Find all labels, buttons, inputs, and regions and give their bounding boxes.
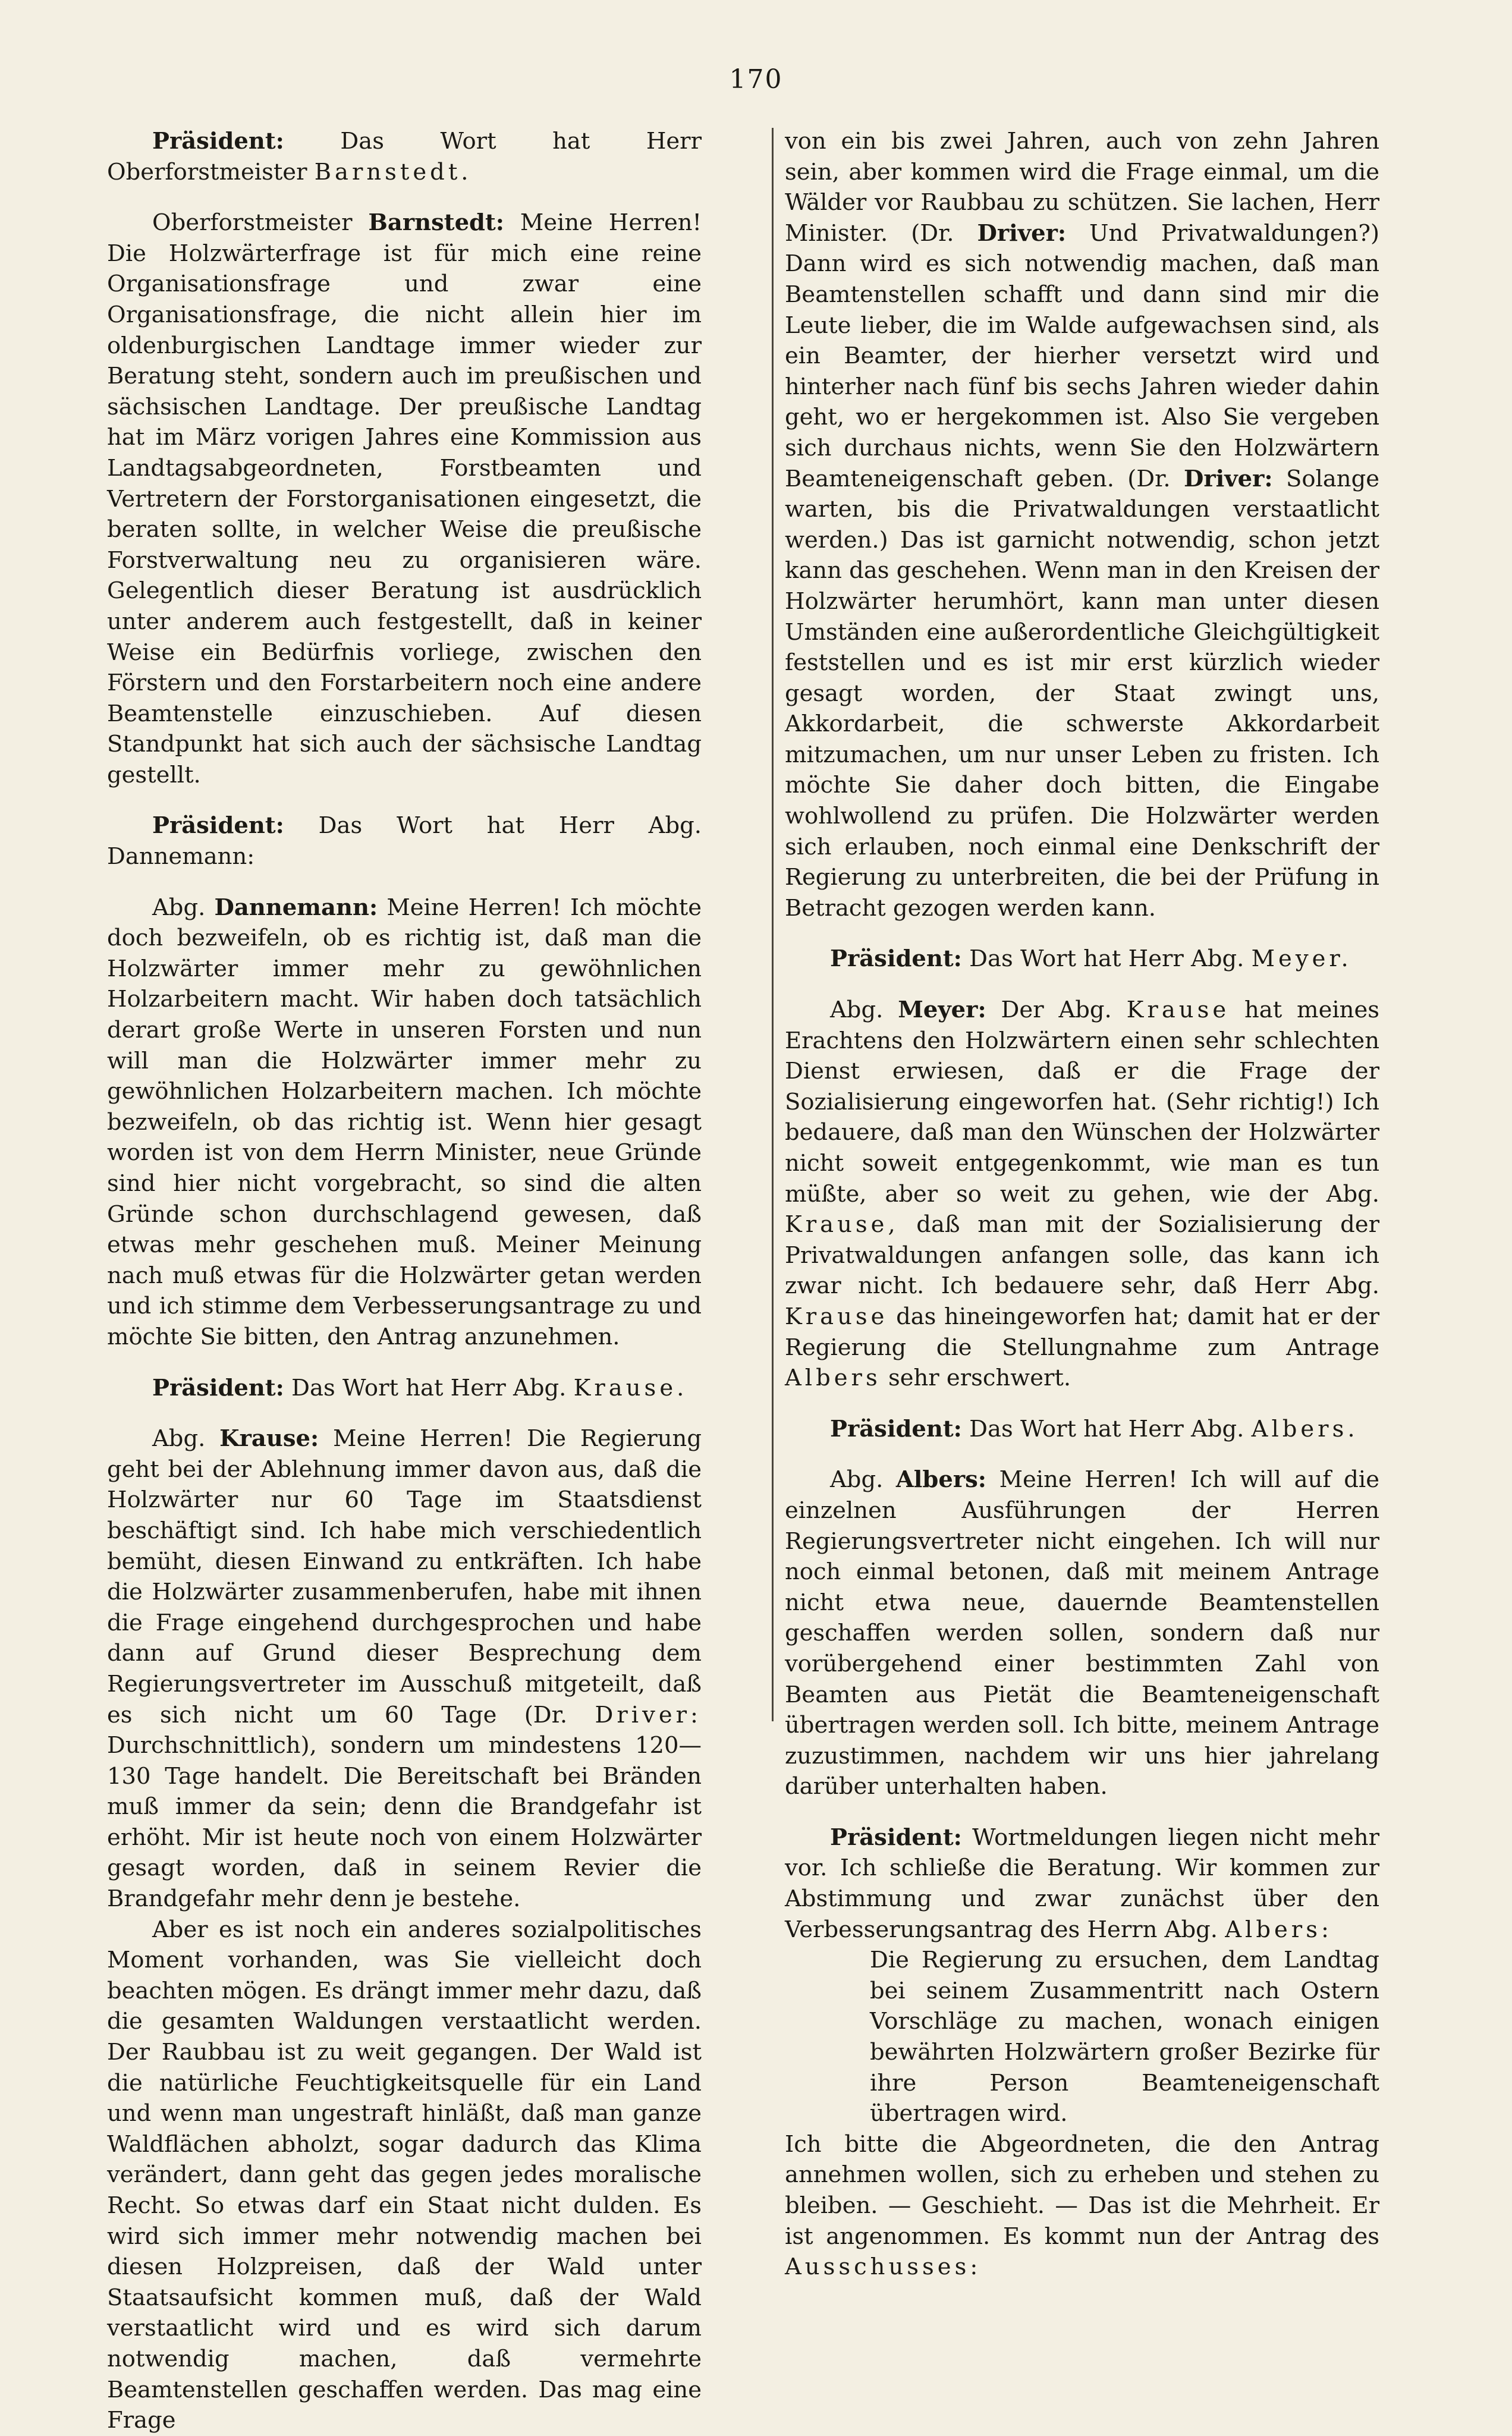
speaker-name: Albers: xyxy=(895,1466,987,1494)
speaker-name: Barnstedt. xyxy=(314,158,472,186)
speech-praesident-3: Präsident: Das Wort hat Herr Abg. Krause. xyxy=(152,1374,688,1401)
column-divider xyxy=(772,128,774,1721)
speaker-label: Präsident: xyxy=(152,812,284,840)
vote-result: Ich bitte die Abgeordneten, die den Antrag annehmen wollen, sich zu erheben und stehen zu bleiben. — Geschieht. — Das ist die Mehrheit. Er ist angenommen. Es kommt nun der Antrag des Ausschusses: xyxy=(785,2130,1379,2281)
motion-quote: Die Regierung zu ersuchen, dem Landtag bei seinem Zusammentritt nach Ostern Vorschläge zu machen, wonach einigen bewährten Holzwärtern großer Bezirke für ihre Person Beamteneigenschaft übertragen wird. xyxy=(870,1947,1379,2127)
speaker-name: Albers: xyxy=(1225,1916,1332,1943)
speaker-label: Präsident: xyxy=(152,1374,284,1401)
speaker-label: Präsident: xyxy=(830,945,962,973)
speech-meyer: Abg. Meyer: Der Abg. Krause hat meines Erachtens den Holzwärtern einen sehr schlechten Dienst erwiesen, daß er die Frage der Sozialisierung eingeworfen hat. (Sehr richtig!) Ich bedauere, daß man den Wünschen der Holzwärter nicht soweit entgegenkommt, wie man es tun müßte, aber so weit zu gehen, wie der Abg. Krause, daß man mit der Sozialisierung der Privatwaldungen anfangen solle, das kann ich zwar nicht. Ich bedauere sehr, daß Herr Abg. Krause das hineingeworfen hat; damit hat er der Regierung die Stellungnahme zum Antrage Albers sehr erschwert. xyxy=(785,997,1380,1392)
speech-barnstedt: Oberforstmeister Barnstedt: Meine Herren! Die Holzwärterfrage ist für mich eine reine Organisationsfrage und zwar eine Organisationsfrage, die nicht allein hier im oldenburgischen Landtage immer wieder zur Beratung steht, sondern auch im preußischen und sächsischen Landtage. Der preußische Landtag hat im März vorigen Jahres eine Kommission aus Landtagsabgeordneten, Forstbeamten und Vertretern der Forstorganisationen eingesetzt, die beraten sollte, in welcher Weise die preußische Forstverwaltung neu zu organisieren wäre. Gelegentlich dieser Beratung ist ausdrücklich unter anderem auch festgestellt, daß in keiner Weise ein Bedürfnis vorliege, zwischen den Förstern und den Forstarbeitern noch eine andere Beamtenstelle einzuschieben. Auf diesen Standpunkt hat sich auch der sächsische Landtag gestellt. xyxy=(107,209,702,788)
speaker-label: Präsident: xyxy=(830,1415,962,1442)
speaker-label: Präsident: xyxy=(152,128,284,155)
speaker-name: Meyer: xyxy=(898,997,986,1024)
speaker-name: Krause: xyxy=(219,1425,319,1453)
right-column xyxy=(785,126,1379,2283)
speech-praesident-4: Präsident: Das Wort hat Herr Abg. Meyer. xyxy=(830,945,1352,973)
speech-praesident-6: Präsident: Wortmeldungen liegen nicht mehr vor. Ich schließe die Beratung. Wir kommen zur Abstimmung und zwar zunächst über den Verbesserungsantrag des Herrn Abg. Albers: xyxy=(785,1824,1379,1943)
speech-praesident-1: Präsident: Das Wort hat Herr Oberforstmeister Barnstedt. xyxy=(107,128,702,186)
speaker-name: Dannemann: xyxy=(214,894,378,921)
speech-dannemann: Abg. Dannemann: Meine Herren! Ich möchte doch bezweifeln, ob es richtig ist, daß man die Holzwärter immer mehr zu gewöhnlichen Holzarbeitern macht. Wir haben doch tatsächlich derart große Werte in unseren Forsten und nun will man die Holzwärter immer mehr zu gewöhnlichen Holzarbeitern machen. Ich möchte bezweifeln, ob das richtig ist. Wenn hier gesagt worden ist von dem Herrn Minister, neue Gründe sind hier nicht vorgebracht, so sind die alten Gründe schon durchschlagend gewesen, daß etwas mehr geschehen muß. Meiner Meinung nach muß etwas für die Holzwärter getan werden und ich stimme dem Verbesserungsantrage zu und möchte Sie bitten, den Antrag anzunehmen. xyxy=(107,894,702,1350)
speaker-name: Meyer. xyxy=(1251,945,1352,973)
speech-albers: Abg. Albers: Meine Herren! Ich will auf die einzelnen Ausführungen der Herren Regierungsvertreter nicht eingehen. Ich will nur noch einmal betonen, daß mit meinem Antrage nicht etwa neue, dauernde Beamtenstellen geschaffen werden sollen, sondern daß nur vorübergehend einer bestimmten Zahl von Beamten aus Pietät die Beamteneigenschaft übertragen werden soll. Ich bitte, meinem Antrage zuzustimmen, nachdem wir uns hier jahrelang darüber unterhalten haben. xyxy=(785,1466,1379,1800)
speaker-name: Albers. xyxy=(1251,1415,1359,1442)
interjector-name: Driver: xyxy=(1183,465,1273,492)
committee-label: Ausschusses: xyxy=(785,2253,982,2281)
speaker-label: Präsident: xyxy=(830,1824,962,1851)
interjector-name: Driver: xyxy=(977,219,1067,247)
speech-krause-end: von ein bis zwei Jahren, auch von zehn Jahren sein, aber kommen wird die Frage einmal, um die Wälder vor Raubbau zu schützen. Sie lachen, Herr Minister. (Dr. Driver: Und Privatwaldungen?) Dann wird es sich notwendig machen, daß man Beamtenstellen schafft und dann sind mir die Leute lieber, die im Walde aufgewachsen sind, als ein Beamter, der hierher versetzt wird und hinterher nach fünf bis sechs Jahren wieder dahin geht, wo er hergekommen ist. Also Sie vergeben sich durchaus nichts, wenn Sie den Holzwärtern Beamteneigenschaft geben. (Dr. Driver: Solange warten, bis die Privatwaldungen verstaatlicht werden.) Das ist garnicht notwendig, schon jetzt kann das geschehen. Wenn man in den Kreisen der Holzwärter herumhört, kann man unter diesen Umständen eine außerordentliche Gleichgültigkeit feststellen und es ist mir erst kürzlich wieder gesagt worden, der Staat zwingt uns, Akkordarbeit, die schwerste Akkordarbeit mitzumachen, um nur unser Leben zu fristen. Ich möchte Sie daher doch bitten, die Eingabe wohlwollend zu prüfen. Die Holzwärter werden sich erlauben, noch einmal eine Denkschrift der Regierung zu unterbreiten, die bei der Prüfung in Betracht gezogen werden kann. xyxy=(785,128,1379,922)
speech-krause-continued: Aber es ist noch ein anderes sozialpolitisches Moment vorhanden, was Sie vielleicht doch beachten mögen. Es drängt immer mehr dazu, daß die gesamten Waldungen verstaatlicht werden. Der Raubbau ist zu weit gegangen. Der Wald ist die natürliche Feuchtigkeitsquelle für ein Land und wenn man ungestraft hinläßt, daß man ganze Waldflächen abholzt, sogar dadurch das Klima verändert, dann geht das gegen jedes moralische Recht. So etwas darf ein Staat nicht dulden. Es wird sich immer mehr notwendig machen bei diesen Holzpreisen, daß der Wald unter Staatsaufsicht kommen muß, daß der Wald verstaatlicht wird und es wird sich darum notwendig machen, daß vermehrte Beamtenstellen geschaffen werden. Das mag eine Frage xyxy=(107,1916,702,2434)
speech-praesident-5: Präsident: Das Wort hat Herr Abg. Albers. xyxy=(830,1415,1359,1442)
page-number: 170 xyxy=(729,64,783,95)
speaker-name: Barnstedt: xyxy=(368,209,504,237)
interjector-name: Driver: xyxy=(595,1701,702,1728)
left-column xyxy=(107,126,702,2436)
speaker-name: Krause. xyxy=(573,1374,688,1401)
speech-praesident-2: Präsident: Das Wort hat Herr Abg. Dannemann: xyxy=(107,812,702,870)
speech-krause: Abg. Krause: Meine Herren! Die Regierung geht bei der Ablehnung immer davon aus, daß die Holzwärter nur 60 Tage im Staatsdienst beschäftigt sind. Ich habe mich verschiedentlich bemüht, diesen Einwand zu entkräften. Ich habe die Holzwärter zusammenberufen, habe mit ihnen die Frage eingehend durchgesprochen und habe dann auf Grund dieser Besprechung dem Regierungsvertreter im Ausschuß mitgeteilt, daß es sich nicht um 60 Tage (Dr. Driver: Durchschnittlich), sondern um mindestens 120—130 Tage handelt. Die Bereitschaft bei Bränden muß immer da sein; denn die Brandgefahr ist erhöht. Mir ist heute noch von einem Holzwärter gesagt worden, daß in seinem Revier die Brandgefahr mehr denn je bestehe. xyxy=(107,1425,702,1913)
